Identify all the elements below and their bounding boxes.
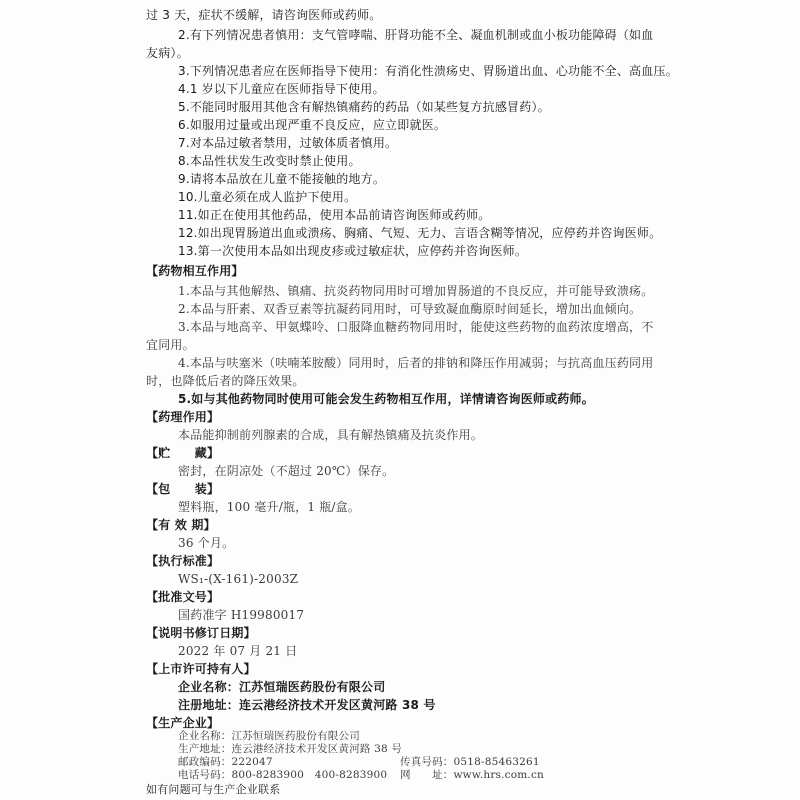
validity-text: 36 个月。 [178, 536, 235, 550]
approval-text: 国药准字 H19980017 [178, 608, 305, 622]
interactions-heading: 【药物相互作用】 [146, 264, 244, 278]
precaution-item-6: 6.如服用过量或出现严重不良反应，应立即就医。 [178, 118, 447, 132]
precaution-item-2-cont: 友病）。 [146, 46, 189, 60]
holder-name-line: 企业名称：江苏恒瑞医药股份有限公司 [178, 680, 386, 694]
manufacturer-postcode: 邮政编码：222047 [178, 756, 273, 768]
precaution-item-7: 7.对本品过敏者禁用，过敏体质者慎用。 [178, 136, 398, 150]
footer-note: 如有问题可与生产企业联系 [146, 783, 281, 796]
package-text: 塑料瓶，100 毫升/瓶，1 瓶/盒。 [178, 500, 361, 514]
manufacturer-website: 网 址：www.hrs.com.cn [400, 769, 545, 781]
manufacturer-name: 企业名称：江苏恒瑞医药股份有限公司 [178, 730, 360, 742]
pharmacology-text: 本品能抑制前列腺素的合成，具有解热镇痛及抗炎作用。 [178, 428, 484, 442]
precaution-item-2: 2.有下列情况患者慎用：支气管哮喘、肝肾功能不全、凝血机制或血小板功能障碍（如血 [178, 28, 654, 42]
standard-text: WS₁-(X-161)-2003Z [178, 572, 299, 586]
interaction-item-4-cont: 时，也降低后者的降压效果。 [146, 374, 305, 388]
standard-heading: 【执行标准】 [146, 554, 220, 568]
precaution-item-11: 11.如正在使用其他药品，使用本品前请咨询医师或药师。 [178, 208, 491, 222]
precaution-continuation: 过 3 天，症状不缓解，请咨询医师或药师。 [146, 8, 382, 22]
interaction-item-3: 3.本品与地高辛、甲氨蝶呤、口服降血糖药物同用时，能使这些药物的血药浓度增高，不 [178, 320, 654, 334]
validity-heading: 【有 效 期】 [146, 518, 216, 532]
interaction-item-4: 4.本品与呋塞米（呋喃苯胺酸）同用时，后者的排钠和降压作用减弱；与抗高血压药同用 [178, 356, 654, 370]
precaution-item-4: 4.1 岁以下儿童应在医师指导下使用。 [178, 82, 385, 96]
revision-heading: 【说明书修订日期】 [146, 626, 256, 640]
precaution-item-5: 5.不能同时服用其他含有解热镇痛药的药品（如某些复方抗感冒药）。 [178, 100, 550, 114]
revision-text: 2022 年 07 月 21 日 [178, 644, 298, 658]
interaction-item-3-cont: 宜同用。 [146, 338, 195, 352]
interaction-item-2: 2.本品与肝素、双香豆素等抗凝药同用时，可导致凝血酶原时间延长，增加出血倾向。 [178, 302, 642, 316]
manufacturer-heading: 【生产企业】 [146, 716, 220, 730]
package-heading: 【包 装】 [146, 482, 220, 496]
holder-heading: 【上市许可持有人】 [146, 662, 256, 676]
precaution-item-8: 8.本品性状发生改变时禁止使用。 [178, 154, 361, 168]
manufacturer-phone: 电话号码：800-8283900 400-8283900 [178, 769, 388, 781]
precaution-item-13: 13.第一次使用本品如出现皮疹或过敏症状，应停药并咨询医师。 [178, 244, 528, 258]
manufacturer-address: 生产地址：连云港经济技术开发区黄河路 38 号 [178, 743, 403, 755]
precaution-item-3: 3.下列情况患者应在医师指导下使用：有消化性溃疡史、胃肠道出血、心功能不全、高血压。 [178, 64, 678, 78]
precaution-item-12: 12.如出现胃肠道出血或溃疡、胸痛、气短、无力、言语含糊等情况，应停药并咨询医师。 [178, 226, 662, 240]
interaction-item-5: 5.如与其他药物同时使用可能会发生药物相互作用，详情请咨询医师或药师。 [178, 392, 594, 406]
manufacturer-fax: 传真号码：0518-85463261 [400, 756, 540, 768]
storage-text: 密封，在阴凉处（不超过 20℃）保存。 [178, 464, 395, 478]
precaution-item-9: 9.请将本品放在儿童不能接触的地方。 [178, 172, 386, 186]
storage-heading: 【贮 藏】 [146, 446, 220, 460]
interaction-item-1: 1.本品与其他解热、镇痛、抗炎药物同用时可增加胃肠道的不良反应，并可能导致溃疡。 [178, 284, 654, 298]
approval-heading: 【批准文号】 [146, 590, 220, 604]
holder-address: 注册地址：连云港经济技术开发区黄河路 38 号 [178, 698, 436, 712]
pharmacology-heading: 【药理作用】 [146, 410, 220, 424]
precaution-item-10: 10.儿童必须在成人监护下使用。 [178, 190, 357, 204]
